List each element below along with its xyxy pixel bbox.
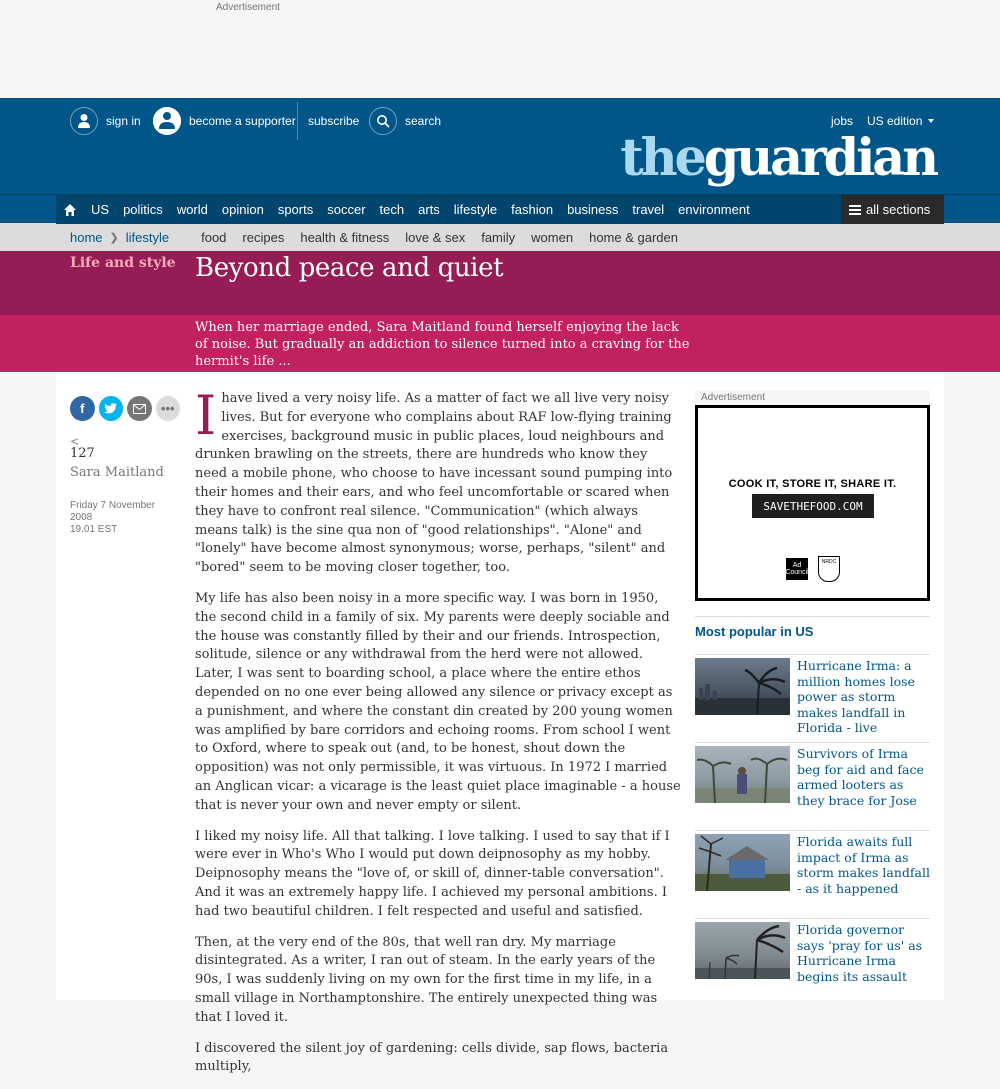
- logo-guardian: guardian: [703, 128, 936, 188]
- breadcrumb-lifestyle[interactable]: lifestyle: [125, 229, 170, 245]
- email-icon[interactable]: [127, 396, 152, 421]
- byline[interactable]: Sara Maitland: [70, 465, 164, 480]
- become-supporter-label: become a supporter: [189, 114, 296, 128]
- paragraph-1: [195, 384, 681, 578]
- ad-label: Advertisement: [216, 2, 280, 13]
- supporter-icon: [153, 107, 181, 135]
- sign-in-label: sign in: [106, 114, 141, 128]
- subnav: [0, 223, 1000, 251]
- nav-item-business[interactable]: business: [567, 202, 619, 217]
- breadcrumb-home[interactable]: home: [70, 229, 103, 245]
- nrdc-logo: NRDC: [818, 556, 840, 582]
- nav-item-fashion[interactable]: fashion: [511, 202, 554, 217]
- storm-palm-trees-image: [695, 658, 790, 715]
- share-buttons: [70, 396, 180, 421]
- paragraph-1-text: have lived a very noisy life. As a matter of fact we all live very noisy lives. But for everyone who complains about RAF low-flying training exercises, background music in public places, loud neighbours and drunken brawling on the streets, there are hundreds who know they need a mobile phone, who choose to have incessant sound pumping into their homes and their ears, and who feel uncomfortable or scared when they have to confront real silence. "Communication" (which always means talk) is the sine qua non of "good relationships". "Alone" and "lonely" have become almost synonymous; worse, perhaps, "silent" and "bored" seem to be moving closer together, too.: [195, 391, 673, 576]
- popular-item[interactable]: [695, 654, 930, 742]
- nav-item-travel[interactable]: travel: [632, 202, 665, 217]
- publish-date: Friday 7 November 2008: [70, 500, 156, 523]
- nav-item-sports[interactable]: sports: [277, 202, 314, 217]
- article-meta: [70, 396, 180, 536]
- all-sections-button[interactable]: [841, 195, 944, 224]
- popular-item-title: Hurricane Irma: a million homes lose power as storm makes landfall in Florida - live: [797, 658, 915, 736]
- storm-survivor-image: [695, 746, 790, 803]
- top-ad-slot: [0, 0, 1000, 98]
- nav-item-us[interactable]: US: [91, 202, 110, 217]
- share-icon: <: [70, 435, 80, 448]
- home-icon[interactable]: [56, 203, 84, 217]
- search-label: search: [405, 114, 442, 128]
- sidebar-ad-slot: [695, 390, 930, 601]
- subnav-item-food[interactable]: food: [201, 229, 227, 245]
- subnav-item-home-garden[interactable]: home & garden: [589, 229, 678, 245]
- search-icon: [369, 107, 397, 135]
- paragraph-2: My life has also been noisy in a more specific way. I was born in 1950, the second child in a family of six. My parents were deeply sociable and the house was constantly filled by their and our friends. Introspection, solitude, silence or any withdrawal from the herd were not allowed. Later, I was sent to boarding school, a place where the entire ethos depended on no one ever being allowed any silence or privacy except as a punishment, and where the constant din created by 200 young women was amplified by bare corridors and echoing rooms. From school I went to Oxford, where to speak out (and, to be honest, shout down the opposition) was not only permissible, it was virtuous. In 1972 I married an Anglican vicar: a vicarage is the least quiet place imaginable - a house that is never your own and never empty or silent.: [195, 590, 681, 813]
- most-popular: [695, 616, 930, 1006]
- primary-nav: [0, 194, 1000, 223]
- nav-item-lifestyle[interactable]: lifestyle: [453, 202, 498, 217]
- article-body: [195, 384, 681, 1089]
- popular-item[interactable]: [695, 742, 930, 830]
- ad-tagline: COOK IT, STORE IT, SHARE IT.: [728, 478, 897, 490]
- popular-item[interactable]: [695, 918, 930, 1006]
- subnav-item-recipes[interactable]: recipes: [242, 229, 285, 245]
- primary-nav-bar: [56, 195, 944, 224]
- article-content: [0, 372, 1000, 1075]
- ad-url: SAVETHEFOOD.COM: [752, 494, 874, 518]
- popular-item-title: Florida awaits full impact of Irma as storm makes landfall - as it happened: [797, 834, 931, 896]
- section-label[interactable]: Life and style: [70, 255, 176, 271]
- article-header: [0, 251, 1000, 315]
- standfirst-band: [0, 315, 1000, 372]
- ad-creative[interactable]: [695, 405, 930, 601]
- user-icon: [70, 107, 98, 135]
- sign-in-link[interactable]: [70, 102, 141, 140]
- subnav-item-love-sex[interactable]: love & sex: [405, 229, 466, 245]
- nav-item-tech[interactable]: tech: [379, 202, 405, 217]
- nav-item-environment[interactable]: environment: [678, 202, 750, 217]
- paragraph-3: I liked my noisy life. All that talking. I love talking. I used to say that if I were ever in Who's Who I would put down deipnosophy as my hobby. Deipnosophy means the "love of, or skill of, dinner-table conversation". And it was an extremely happy life. I achieved my personal ambitions. I had two beautiful children. I felt respected and useful and satisfied.: [195, 828, 670, 919]
- nav-item-world[interactable]: world: [176, 202, 208, 217]
- nav-item-arts[interactable]: arts: [418, 202, 440, 217]
- paragraph-4: Then, at the very end of the 80s, that well ran dry. My marriage disintegrated. As a writer, I ran out of steam. In the early years of the 90s, I was suddenly living on my own for the first time in my life, in a small village in Northamptonshire. The entirely unexpected thing was that I loved it.: [195, 934, 658, 1025]
- search-link[interactable]: [369, 102, 441, 140]
- masthead: [0, 98, 1000, 194]
- chevron-right-icon: ❯: [109, 231, 119, 244]
- subscribe-label: subscribe: [308, 114, 360, 128]
- nav-item-soccer[interactable]: soccer: [327, 202, 366, 217]
- edition-label: US edition: [867, 114, 923, 128]
- publish-time: 19.01 EST: [70, 524, 118, 535]
- facebook-icon[interactable]: f: [70, 396, 95, 421]
- share-count-value: 127: [70, 446, 95, 461]
- subnav-item-family[interactable]: family: [481, 229, 516, 245]
- jobs-label: jobs: [831, 114, 854, 128]
- nav-item-opinion[interactable]: opinion: [221, 202, 264, 217]
- dateline: [70, 500, 180, 536]
- all-sections-label: all sections: [866, 202, 931, 217]
- most-popular-heading: Most popular in US: [695, 616, 930, 654]
- become-supporter-link[interactable]: [153, 102, 296, 140]
- logo-the: the: [620, 128, 704, 188]
- paragraph-5: I discovered the silent joy of gardening: cells divide, sap flows, bacteria multiply,: [195, 1040, 669, 1075]
- hurricane-palms-image: [695, 922, 790, 979]
- nav-item-politics[interactable]: politics: [123, 202, 163, 217]
- caret-down-icon: [928, 119, 934, 123]
- article-headline: Beyond peace and quiet: [195, 253, 504, 283]
- subnav-item-health-fitness[interactable]: health & fitness: [300, 229, 390, 245]
- popular-item-title: Survivors of Irma beg for aid and face armed looters as they brace for Jose: [797, 746, 924, 808]
- popular-item-title: Florida governor says 'pray for us' as Hurricane Irma begins its assault: [797, 922, 923, 984]
- subnav-item-women[interactable]: women: [531, 229, 574, 245]
- guardian-logo[interactable]: [620, 128, 936, 188]
- twitter-icon[interactable]: [99, 396, 124, 421]
- drop-cap: I: [195, 384, 217, 447]
- popular-item[interactable]: [695, 830, 930, 918]
- storm-damaged-house-image: [695, 834, 790, 891]
- share-count: [70, 437, 180, 461]
- more-options-icon[interactable]: •••: [156, 396, 181, 421]
- menu-icon: [849, 205, 861, 215]
- sidebar-ad-label: Advertisement: [701, 392, 765, 403]
- article-standfirst: When her marriage ended, Sara Maitland found herself enjoying the lack of noise. But gradually an addiction to silence turned into a craving for the hermit's life ...: [195, 320, 690, 369]
- subscribe-link[interactable]: [297, 102, 359, 140]
- ad-council-logo: Ad Council: [786, 558, 808, 580]
